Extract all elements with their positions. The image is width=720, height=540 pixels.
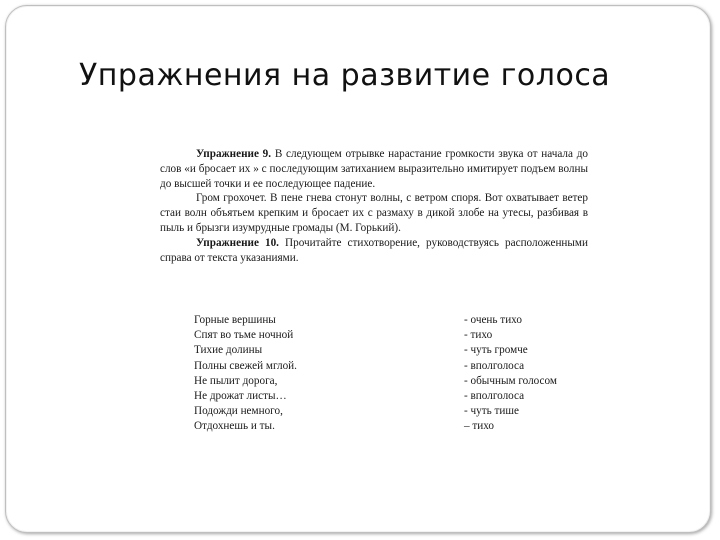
poem-row [194, 419, 584, 434]
poem-row [194, 328, 584, 343]
poem-line: Подожди немного, [194, 405, 283, 418]
poem-note: - вполголоса [464, 390, 525, 403]
poem-line: Спят во тьме ночной [194, 329, 294, 342]
poem-line: Горные вершины [194, 314, 276, 326]
poem-note: - очень тихо [464, 314, 522, 326]
exercise-9-text: Гром грохочет. В пене гнева стонут волны, с ветром споря. Вот охватывает ветер стаи волн объятьем крепким и бросает их с размаху в дикой злобе на утесы, разбивая в пыль и брызги изумрудные громады (М. Горький). [160, 192, 588, 234]
poem-row [194, 389, 584, 404]
poem-line: Полны свежей мглой. [194, 359, 297, 372]
poem-note: - вполголоса [464, 359, 525, 372]
exercise-10-instruction: Прочитайте стихотворение, руководствуясь расположенными справа от текста указаниями. [160, 236, 589, 264]
poem-note: - тихо [464, 329, 493, 342]
poem-note: - обычным голосом [464, 374, 557, 387]
poem-note: – тихо [464, 420, 495, 433]
exercise-9-instruction: В следующем отрывке нарастание громкости звука от начала до слов «и бросает их » с последующим затиханием выразительно имитирует подъем волны до высшей точки и ее последующее падение. [160, 148, 589, 190]
exercise-10-label: Упражнение 10. [196, 236, 279, 249]
exercise-9-paragraph [160, 147, 588, 191]
poem-line: Не дрожат листы… [194, 390, 287, 403]
poem-note: - чуть громче [464, 344, 528, 357]
poem-row [194, 404, 584, 419]
slide-title: Упражнения на развитие голоса [79, 58, 611, 93]
exercise-10-paragraph [160, 236, 588, 266]
poem-line: Отдохнешь и ты. [194, 420, 275, 433]
poem-row [194, 374, 584, 389]
poem-row [194, 359, 584, 374]
poem-note: - чуть тише [464, 405, 519, 418]
poem-line: Не пылит дорога, [194, 374, 278, 387]
poem-row [194, 343, 584, 358]
poem-line: Тихие долины [194, 344, 263, 357]
exercise-9-label: Упражнение 9. [196, 148, 272, 160]
poem-row [194, 313, 584, 328]
document-scan [160, 147, 588, 265]
poem-block [194, 313, 584, 435]
